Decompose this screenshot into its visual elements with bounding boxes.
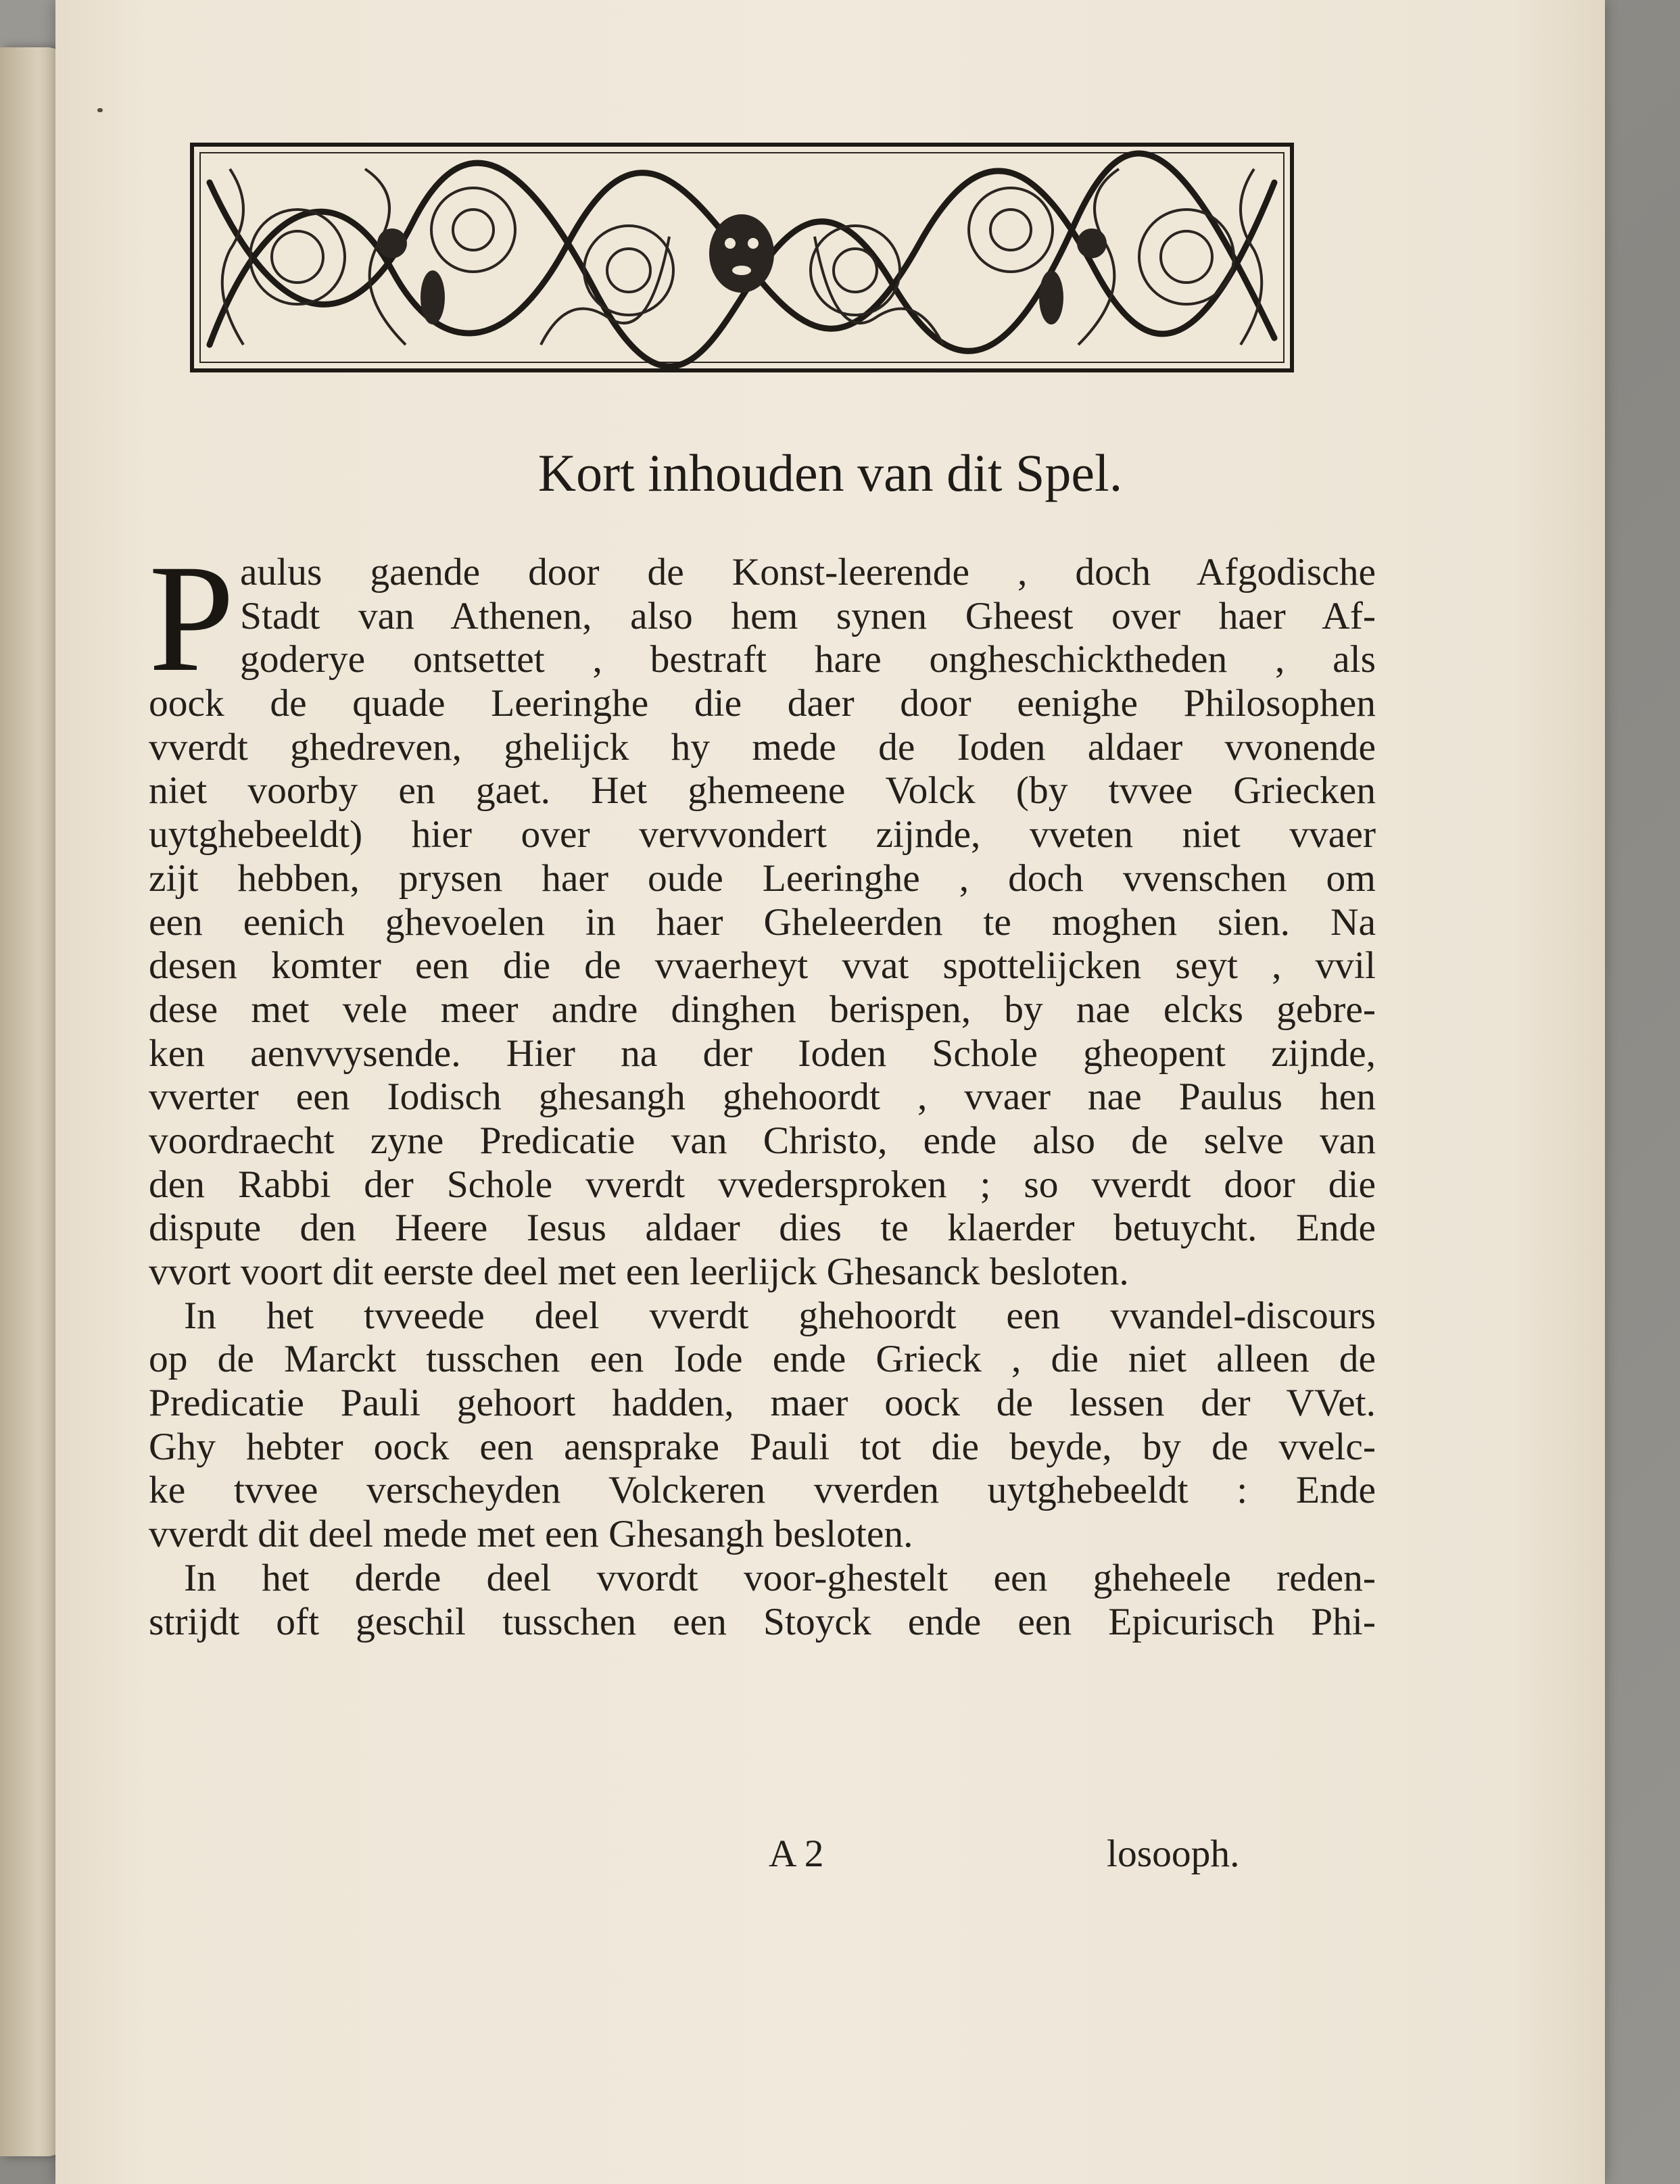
text-line: niet voorby en gaet. Het ghemeene Volck (by tvvee Griecken <box>149 769 1376 812</box>
text-line: zijt hebben, prysen haer oude Leeringhe , doch vvenschen om <box>149 856 1376 900</box>
text-line: In het tvveede deel vverdt ghehoordt een vvandel-discours <box>184 1294 1376 1337</box>
text-line: vverdt ghedreven, ghelijck hy mede de Ioden aldaer vvonende <box>149 725 1376 769</box>
drop-cap: P <box>149 533 235 704</box>
body-text <box>149 533 1376 1644</box>
text-line: In het derde deel vvordt voor-ghestelt een gheheele reden- <box>184 1556 1376 1599</box>
text-line: aulus gaende door de Konst-leerende , doch Afgodische <box>240 551 1376 593</box>
text-line: desen komter een die de vvaerheyt vvat spottelijcken seyt , vvil <box>149 944 1376 988</box>
signature-mark: A 2 <box>769 1833 824 1875</box>
text-line: vverter een Iodisch ghesangh ghehoordt , vvaer nae Paulus hen <box>149 1075 1376 1119</box>
text-line: dispute den Heere Iesus aldaer dies te klaerder betuycht. Ende <box>149 1207 1376 1250</box>
book-page <box>55 0 1605 2184</box>
text-line: uytghebeeldt) hier over vervvondert zijnde, vveten niet vvaer <box>149 813 1376 856</box>
text-line: Predicatie Pauli gehoort hadden, maer oock de lessen der VVet. <box>149 1382 1376 1425</box>
text-line: vvort voort dit eerste deel met een leerlijck Ghesanck besloten. <box>149 1251 1129 1293</box>
text-line: vverdt dit deel mede met een Ghesangh besloten. <box>149 1513 913 1556</box>
text-line: ke tvvee verscheyden Volckeren vverden uytghebeeldt : Ende <box>149 1469 1376 1512</box>
page-footer <box>55 1832 1605 1879</box>
text-line: op de Marckt tusschen een Iode ende Grieck , die niet alleen de <box>149 1338 1376 1381</box>
ink-speck <box>97 108 103 112</box>
text-line: den Rabbi der Schole vverdt vvedersproken ; so vverdt door die <box>149 1163 1376 1206</box>
text-line: Ghy hebter oock een aensprake Pauli tot die beyde, by de vvelc- <box>149 1425 1376 1468</box>
catchword: losooph. <box>1107 1833 1240 1875</box>
text-line: goderye ontsettet , bestraft hare ongheschicktheden , als <box>240 638 1376 681</box>
text-line: strijdt oft geschil tusschen een Stoyck ende een Epicurisch Phi- <box>149 1600 1376 1643</box>
text-line: ken aenvvysende. Hier na der Ioden Schole gheopent zijnde, <box>149 1032 1376 1075</box>
woodcut-headpiece-ornament <box>189 142 1295 373</box>
text-line: voordraecht zyne Predicatie van Christo, ende also de selve van <box>149 1119 1376 1162</box>
text-line: oock de quade Leeringhe die daer door eenighe Philosophen <box>149 682 1376 725</box>
text-line: Stadt van Athenen, also hem synen Gheest over haer Af- <box>240 594 1376 637</box>
text-line: een eenich ghevoelen in haer Gheleerden te moghen sien. Na <box>149 900 1376 944</box>
page-heading: Kort inhouden van dit Spel. <box>537 443 1123 502</box>
text-line: dese met vele meer andre dinghen berispen, by nae elcks gebre- <box>149 988 1376 1031</box>
